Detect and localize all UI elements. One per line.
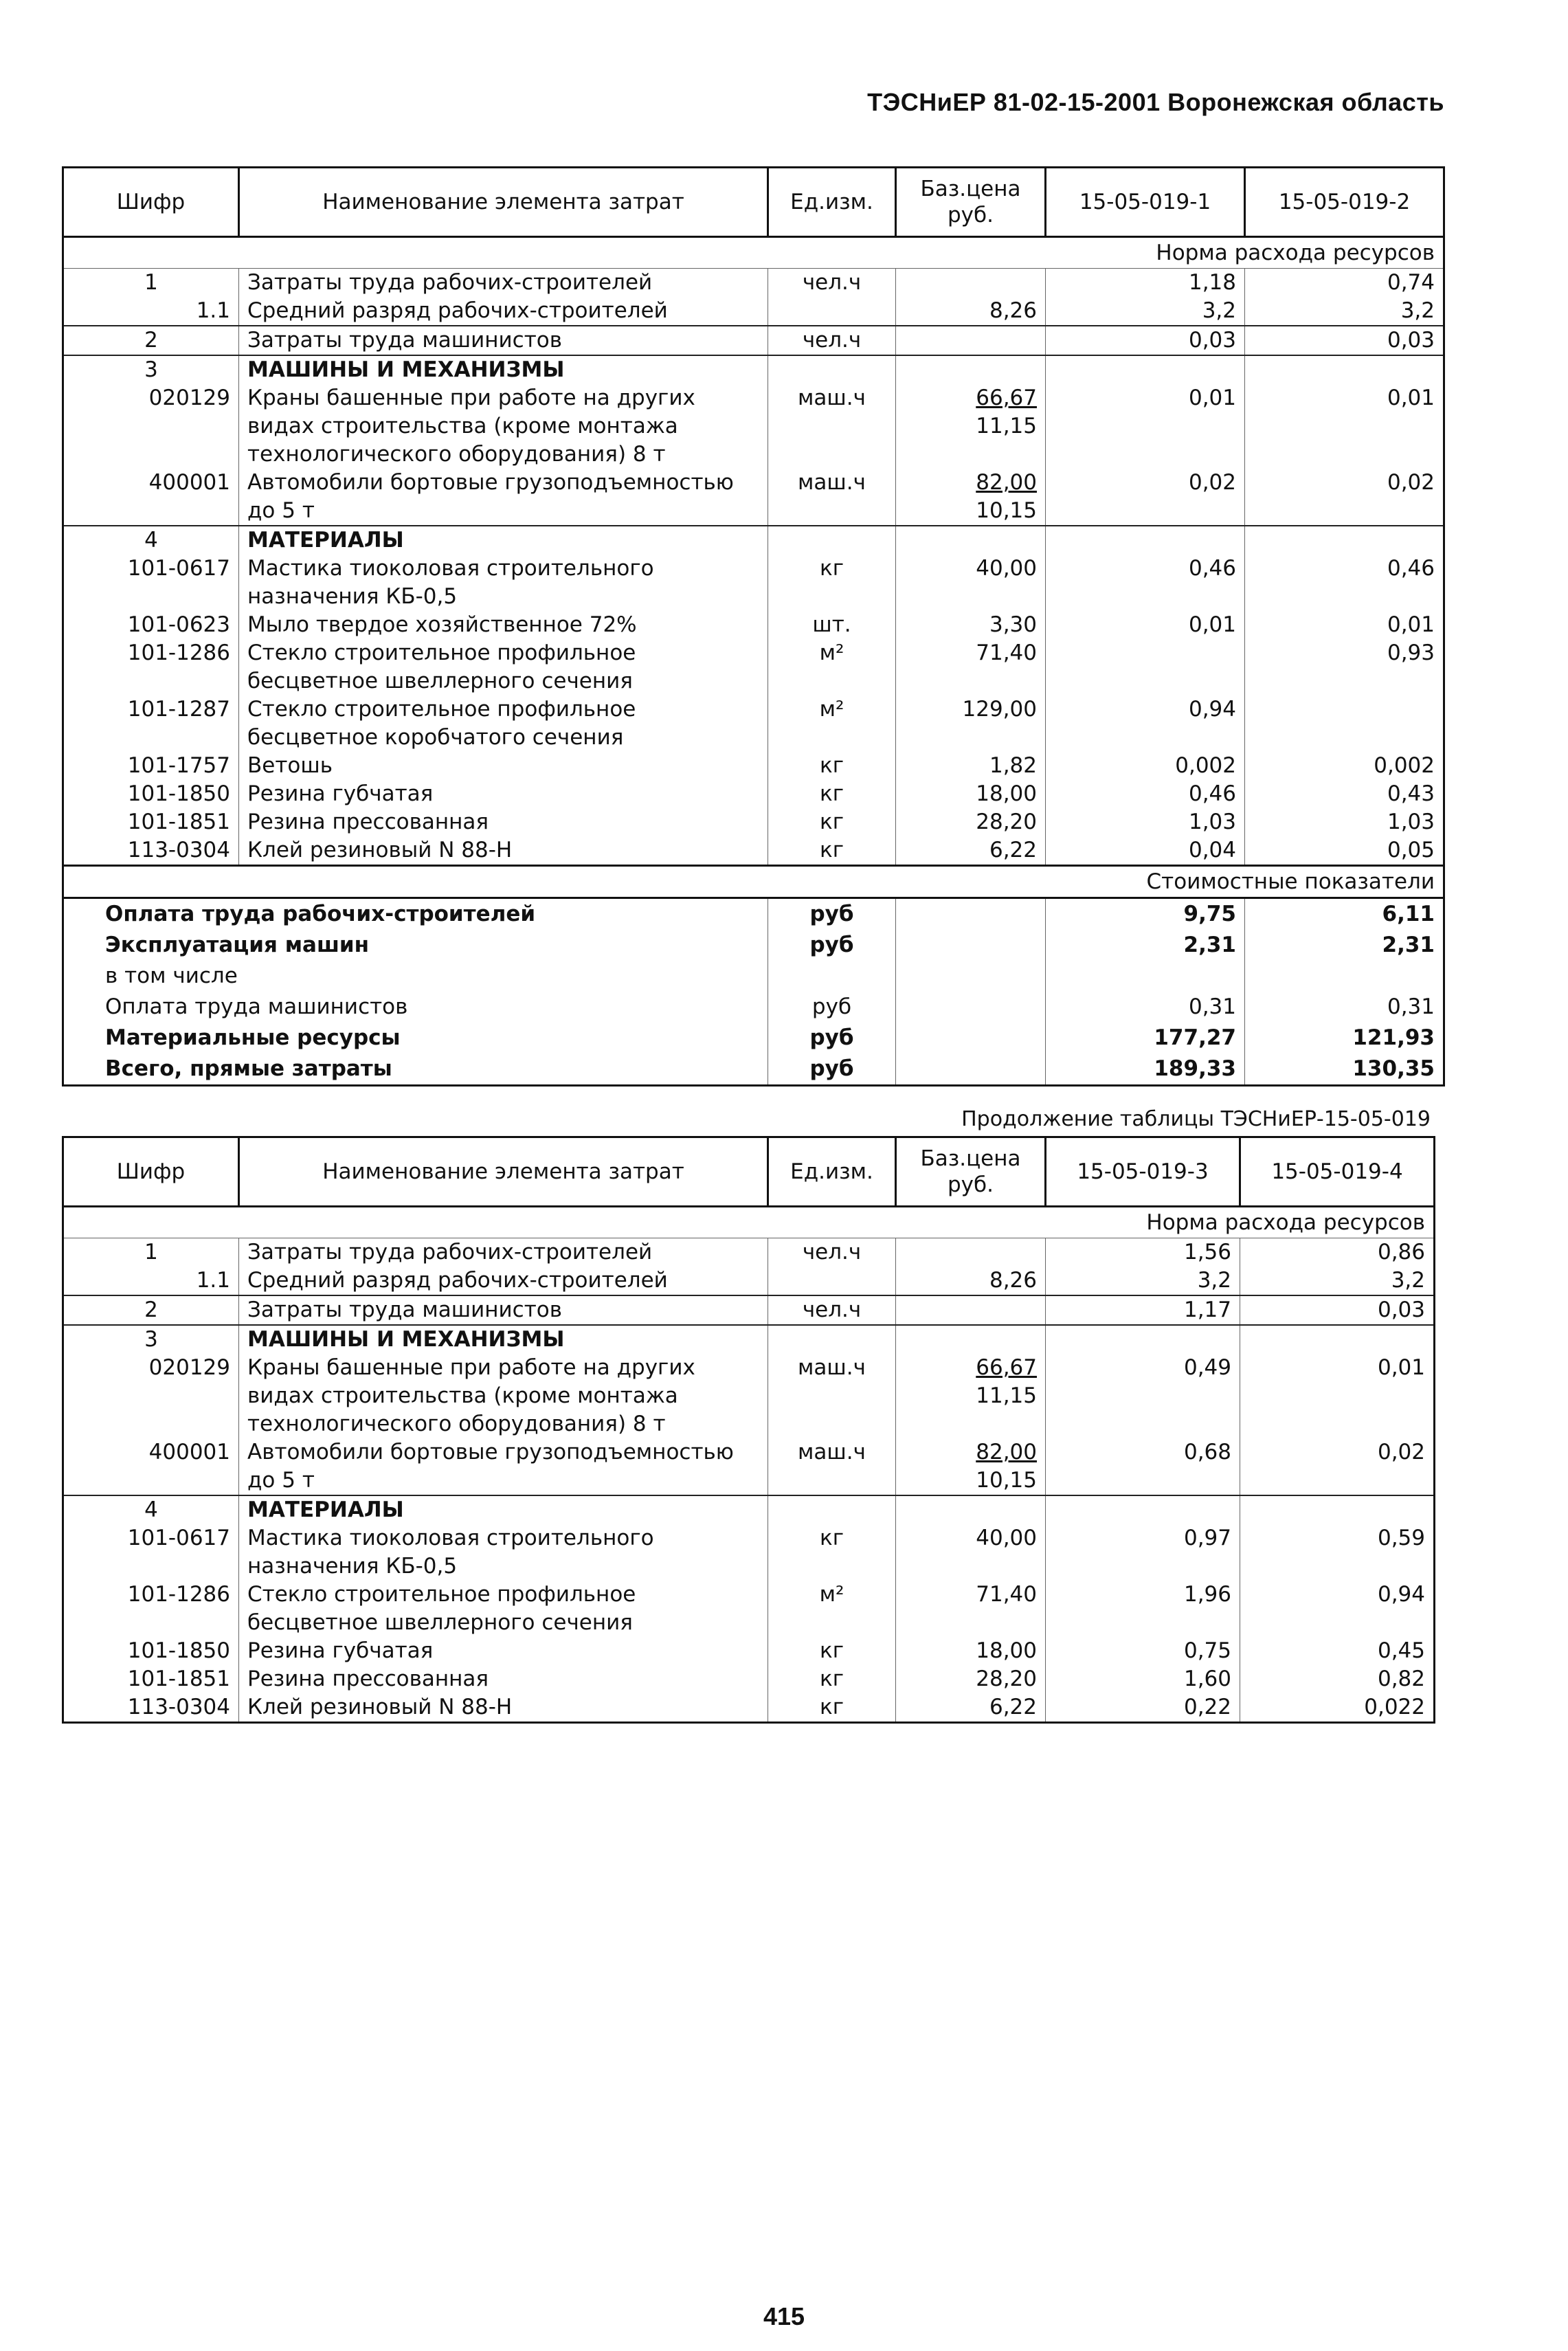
cost-value-b: 130,35 — [1245, 1054, 1444, 1086]
row-norm-b: 0,03 — [1245, 326, 1444, 355]
row-norm-a: 0,46 — [1046, 555, 1245, 611]
table-row — [63, 780, 1444, 808]
row-norm-a — [1046, 526, 1245, 555]
row-name: Средний разряд рабочих-строителей — [239, 1267, 768, 1295]
table-row — [63, 297, 1444, 326]
row-unit: кг — [768, 780, 896, 808]
row-code: 101-0617 — [63, 555, 239, 611]
row-norm-b — [1245, 695, 1444, 752]
table-row — [63, 1637, 1435, 1665]
row-price — [896, 526, 1046, 555]
row-name: Затраты труда машинистов — [239, 326, 768, 355]
row-code: 101-0617 — [63, 1524, 239, 1581]
row-norm-a: 3,2 — [1046, 1267, 1240, 1295]
row-code: 101-1850 — [63, 1637, 239, 1665]
table-row — [63, 1495, 1435, 1524]
norm-band-row — [63, 1207, 1435, 1238]
table-row — [63, 611, 1444, 639]
row-name: Стекло строительное профильное бесцветное швеллерного сечения — [239, 639, 768, 695]
row-norm-b: 0,01 — [1240, 1354, 1435, 1438]
table-row — [63, 555, 1444, 611]
row-price — [896, 808, 1046, 836]
row-unit: м² — [768, 695, 896, 752]
cost-unit: руб — [768, 1054, 896, 1086]
column-header-norm-3: 15-05-019-3 — [1046, 1137, 1240, 1207]
row-unit: чел.ч — [768, 269, 896, 298]
cost-band-label: Стоимостные показатели — [63, 866, 1444, 898]
table-row — [63, 1238, 1435, 1267]
row-norm-b: 0,05 — [1245, 836, 1444, 866]
row-price — [896, 269, 1046, 298]
table-row — [63, 1524, 1435, 1581]
row-price-value: 40,00 — [976, 556, 1037, 581]
cost-row — [63, 898, 1444, 931]
cost-row — [63, 930, 1444, 961]
column-header-unit: Ед.изм. — [768, 1137, 896, 1207]
row-price — [896, 695, 1046, 752]
row-norm-b: 0,01 — [1245, 384, 1444, 469]
row-name: Клей резиновый N 88-Н — [239, 1693, 768, 1723]
row-unit — [768, 355, 896, 384]
row-price-value: 82,00 — [976, 1440, 1037, 1464]
row-norm-b: 0,02 — [1245, 469, 1444, 526]
table-row — [63, 836, 1444, 866]
cost-value-b: 2,31 — [1245, 930, 1444, 961]
row-unit: шт. — [768, 611, 896, 639]
row-code: 101-1286 — [63, 1581, 239, 1637]
table-row — [63, 1354, 1435, 1438]
row-unit: кг — [768, 555, 896, 611]
column-header-norm-2: 15-05-019-2 — [1245, 168, 1444, 237]
row-code: 101-1757 — [63, 752, 239, 780]
row-norm-b: 0,59 — [1240, 1524, 1435, 1581]
row-code: 400001 — [63, 469, 239, 526]
row-code: 400001 — [63, 1438, 239, 1495]
row-name: Затраты труда рабочих-строителей — [239, 1238, 768, 1267]
cost-empty — [896, 1054, 1046, 1086]
cost-empty — [896, 898, 1046, 931]
row-price-value: 8,26 — [989, 1268, 1037, 1293]
table-row — [63, 695, 1444, 752]
row-price — [896, 297, 1046, 326]
row-price — [896, 1238, 1046, 1267]
row-price-value: 18,00 — [976, 781, 1037, 806]
row-norm-a: 0,002 — [1046, 752, 1245, 780]
row-name: Стекло строительное профильное бесцветное швеллерного сечения — [239, 1581, 768, 1637]
row-norm-b: 0,94 — [1240, 1581, 1435, 1637]
column-header-price: Баз.цена руб. — [896, 168, 1046, 237]
row-norm-b: 1,03 — [1245, 808, 1444, 836]
document-header: ТЭСНиЕР 81-02-15-2001 Воронежская область — [867, 88, 1444, 116]
row-norm-a: 1,60 — [1046, 1665, 1240, 1693]
row-norm-a: 0,01 — [1046, 384, 1245, 469]
row-price — [896, 752, 1046, 780]
row-norm-a: 0,68 — [1046, 1438, 1240, 1495]
row-code: 2 — [63, 326, 239, 355]
row-norm-b: 3,2 — [1245, 297, 1444, 326]
cost-label: Оплата труда машинистов — [63, 992, 768, 1023]
row-norm-a — [1046, 639, 1245, 695]
row-price — [896, 326, 1046, 355]
row-norm-a: 0,49 — [1046, 1354, 1240, 1438]
row-code: 101-1851 — [63, 1665, 239, 1693]
table-continuation-caption: Продолжение таблицы ТЭСНиЕР-15-05-019 — [961, 1107, 1431, 1131]
row-norm-b — [1245, 526, 1444, 555]
row-price-value: 6,22 — [989, 1695, 1037, 1719]
row-norm-a: 0,02 — [1046, 469, 1245, 526]
cost-unit: руб — [768, 1023, 896, 1054]
table-row — [63, 384, 1444, 469]
row-code: 101-1850 — [63, 780, 239, 808]
row-price — [896, 780, 1046, 808]
row-unit: маш.ч — [768, 1438, 896, 1495]
row-name: МАШИНЫ И МЕХАНИЗМЫ — [239, 355, 768, 384]
resource-table-1 — [62, 166, 1445, 1087]
table-row — [63, 1665, 1435, 1693]
row-name: Затраты труда рабочих-строителей — [239, 269, 768, 298]
row-norm-a: 1,03 — [1046, 808, 1245, 836]
row-norm-b: 3,2 — [1240, 1267, 1435, 1295]
table-row — [63, 1581, 1435, 1637]
row-price-value: 18,00 — [976, 1638, 1037, 1663]
row-price — [896, 1665, 1046, 1693]
cost-unit — [768, 961, 896, 992]
table-header-row — [63, 168, 1444, 237]
row-price — [896, 384, 1046, 469]
row-code: 2 — [63, 1295, 239, 1325]
row-price — [896, 355, 1046, 384]
cost-label: в том числе — [63, 961, 768, 992]
row-price-value: 6,22 — [989, 838, 1037, 862]
column-header-name: Наименование элемента затрат — [239, 1137, 768, 1207]
row-code: 4 — [63, 526, 239, 555]
row-norm-b: 0,74 — [1245, 269, 1444, 298]
table-row — [63, 752, 1444, 780]
table-row — [63, 1267, 1435, 1295]
row-norm-a: 3,2 — [1046, 297, 1245, 326]
table-row — [63, 1693, 1435, 1723]
row-name: Резина прессованная — [239, 1665, 768, 1693]
row-unit: кг — [768, 752, 896, 780]
column-header-code: Шифр — [63, 168, 239, 237]
row-code: 1 — [63, 1238, 239, 1267]
row-price-wage: 11,15 — [976, 1383, 1037, 1408]
row-unit: маш.ч — [768, 384, 896, 469]
row-name: Стекло строительное профильное бесцветное коробчатого сечения — [239, 695, 768, 752]
norm-band-label: Норма расхода ресурсов — [63, 237, 1444, 269]
row-price-value: 28,20 — [976, 1667, 1037, 1691]
row-name: Краны башенные при работе на других видах строительства (кроме монтажа технологического оборудования) 8 т — [239, 384, 768, 469]
row-norm-a: 0,22 — [1046, 1693, 1240, 1723]
row-name: МАТЕРИАЛЫ — [239, 1495, 768, 1524]
row-unit: маш.ч — [768, 1354, 896, 1438]
row-norm-a: 0,75 — [1046, 1637, 1240, 1665]
row-name: Резина прессованная — [239, 808, 768, 836]
row-norm-b: 0,86 — [1240, 1238, 1435, 1267]
row-unit — [768, 526, 896, 555]
column-header-price: Баз.цена руб. — [896, 1137, 1046, 1207]
row-code: 101-1286 — [63, 639, 239, 695]
row-unit — [768, 1325, 896, 1354]
table-row — [63, 326, 1444, 355]
row-price — [896, 1354, 1046, 1438]
row-norm-a: 1,17 — [1046, 1295, 1240, 1325]
row-norm-a — [1046, 355, 1245, 384]
row-unit: чел.ч — [768, 326, 896, 355]
row-norm-b: 0,45 — [1240, 1637, 1435, 1665]
table-row — [63, 526, 1444, 555]
cost-value-b — [1245, 961, 1444, 992]
row-price — [896, 1693, 1046, 1723]
row-norm-b: 0,022 — [1240, 1693, 1435, 1723]
row-norm-b: 0,82 — [1240, 1665, 1435, 1693]
cost-value-b: 121,93 — [1245, 1023, 1444, 1054]
column-header-name: Наименование элемента затрат — [239, 168, 768, 237]
cost-unit: руб — [768, 898, 896, 931]
cost-label: Материальные ресурсы — [63, 1023, 768, 1054]
row-price-value: 66,67 — [976, 386, 1037, 410]
row-norm-a: 1,96 — [1046, 1581, 1240, 1637]
row-unit: кг — [768, 1524, 896, 1581]
row-norm-b: 0,93 — [1245, 639, 1444, 695]
cost-label: Оплата труда рабочих-строителей — [63, 898, 768, 931]
row-name: Затраты труда машинистов — [239, 1295, 768, 1325]
row-norm-a: 1,18 — [1046, 269, 1245, 298]
row-unit: маш.ч — [768, 469, 896, 526]
table-row — [63, 269, 1444, 298]
row-price-value: 71,40 — [976, 1582, 1037, 1607]
row-unit: кг — [768, 1637, 896, 1665]
row-unit — [768, 1267, 896, 1295]
row-norm-a: 0,01 — [1046, 611, 1245, 639]
row-price-wage: 10,15 — [976, 1468, 1037, 1493]
row-code: 3 — [63, 1325, 239, 1354]
cost-empty — [896, 992, 1046, 1023]
cost-value-a — [1046, 961, 1245, 992]
row-price-wage: 11,15 — [976, 414, 1037, 438]
row-code: 101-1851 — [63, 808, 239, 836]
row-price — [896, 1524, 1046, 1581]
row-unit: кг — [768, 836, 896, 866]
row-price — [896, 1581, 1046, 1637]
row-price-value: 71,40 — [976, 640, 1037, 665]
cost-value-a: 0,31 — [1046, 992, 1245, 1023]
row-price-wage: 10,15 — [976, 498, 1037, 523]
row-name: Автомобили бортовые грузоподъемностью до 5 т — [239, 1438, 768, 1495]
row-price-value: 8,26 — [989, 298, 1037, 323]
row-price-value: 82,00 — [976, 470, 1037, 495]
column-header-norm-1: 15-05-019-1 — [1046, 168, 1245, 237]
cost-band-row — [63, 866, 1444, 898]
row-price-value: 40,00 — [976, 1526, 1037, 1550]
row-unit: м² — [768, 1581, 896, 1637]
row-norm-b — [1245, 355, 1444, 384]
row-unit — [768, 1495, 896, 1524]
row-norm-a: 1,56 — [1046, 1238, 1240, 1267]
row-price — [896, 1637, 1046, 1665]
row-code: 101-1287 — [63, 695, 239, 752]
row-norm-b: 0,46 — [1245, 555, 1444, 611]
row-price — [896, 1495, 1046, 1524]
row-name: Мыло твердое хозяйственное 72% — [239, 611, 768, 639]
row-price — [896, 1438, 1046, 1495]
row-norm-b — [1240, 1325, 1435, 1354]
table-row — [63, 808, 1444, 836]
row-name: МАТЕРИАЛЫ — [239, 526, 768, 555]
row-code: 113-0304 — [63, 1693, 239, 1723]
row-unit — [768, 297, 896, 326]
cost-value-b: 0,31 — [1245, 992, 1444, 1023]
row-code: 4 — [63, 1495, 239, 1524]
row-name: Клей резиновый N 88-Н — [239, 836, 768, 866]
row-price-value: 129,00 — [962, 697, 1037, 722]
row-unit: м² — [768, 639, 896, 695]
cost-label: Всего, прямые затраты — [63, 1054, 768, 1086]
row-code: 020129 — [63, 384, 239, 469]
row-name: Автомобили бортовые грузоподъемностью до 5 т — [239, 469, 768, 526]
row-norm-b: 0,02 — [1240, 1438, 1435, 1495]
norm-band-row — [63, 237, 1444, 269]
table-row — [63, 355, 1444, 384]
table-row — [63, 469, 1444, 526]
row-price — [896, 836, 1046, 866]
row-name: Ветошь — [239, 752, 768, 780]
row-price — [896, 1325, 1046, 1354]
table-row — [63, 1295, 1435, 1325]
row-norm-a: 0,97 — [1046, 1524, 1240, 1581]
column-header-norm-4: 15-05-019-4 — [1240, 1137, 1435, 1207]
row-unit: чел.ч — [768, 1238, 896, 1267]
row-price — [896, 555, 1046, 611]
row-name: МАШИНЫ И МЕХАНИЗМЫ — [239, 1325, 768, 1354]
cost-empty — [896, 930, 1046, 961]
cost-row — [63, 1023, 1444, 1054]
cost-value-a: 2,31 — [1046, 930, 1245, 961]
row-norm-a: 0,03 — [1046, 326, 1245, 355]
row-name: Резина губчатая — [239, 780, 768, 808]
table-row — [63, 639, 1444, 695]
table-row — [63, 1438, 1435, 1495]
row-code: 1.1 — [63, 1267, 239, 1295]
row-unit: кг — [768, 1693, 896, 1723]
cost-empty — [896, 1023, 1046, 1054]
row-unit: чел.ч — [768, 1295, 896, 1325]
table-row — [63, 1325, 1435, 1354]
row-code: 113-0304 — [63, 836, 239, 866]
cost-value-b: 6,11 — [1245, 898, 1444, 931]
row-code: 3 — [63, 355, 239, 384]
row-price — [896, 1295, 1046, 1325]
cost-value-a: 189,33 — [1046, 1054, 1245, 1086]
row-price — [896, 611, 1046, 639]
row-code: 101-0623 — [63, 611, 239, 639]
row-unit: кг — [768, 808, 896, 836]
row-name: Мастика тиоколовая строительного назначения КБ-0,5 — [239, 1524, 768, 1581]
row-norm-a: 0,04 — [1046, 836, 1245, 866]
row-name: Средний разряд рабочих-строителей — [239, 297, 768, 326]
cost-empty — [896, 961, 1046, 992]
row-norm-a: 0,94 — [1046, 695, 1245, 752]
row-norm-a — [1046, 1495, 1240, 1524]
cost-row — [63, 961, 1444, 992]
cost-unit: руб — [768, 992, 896, 1023]
row-norm-b: 0,43 — [1245, 780, 1444, 808]
row-name: Краны башенные при работе на других видах строительства (кроме монтажа технологического оборудования) 8 т — [239, 1354, 768, 1438]
cost-value-a: 177,27 — [1046, 1023, 1245, 1054]
row-code: 1 — [63, 269, 239, 298]
row-norm-b: 0,03 — [1240, 1295, 1435, 1325]
cost-unit: руб — [768, 930, 896, 961]
row-code: 020129 — [63, 1354, 239, 1438]
resource-table-2 — [62, 1136, 1435, 1724]
row-norm-b: 0,002 — [1245, 752, 1444, 780]
row-name: Мастика тиоколовая строительного назначения КБ-0,5 — [239, 555, 768, 611]
cost-row — [63, 1054, 1444, 1086]
row-price — [896, 469, 1046, 526]
row-price — [896, 1267, 1046, 1295]
column-header-code: Шифр — [63, 1137, 239, 1207]
column-header-unit: Ед.изм. — [768, 168, 896, 237]
row-norm-b — [1240, 1495, 1435, 1524]
norm-band-label: Норма расхода ресурсов — [63, 1207, 1435, 1238]
page-number: 415 — [763, 2302, 805, 2330]
row-price — [896, 639, 1046, 695]
cost-value-a: 9,75 — [1046, 898, 1245, 931]
table-header-row — [63, 1137, 1435, 1207]
cost-label: Эксплуатация машин — [63, 930, 768, 961]
row-norm-a: 0,46 — [1046, 780, 1245, 808]
row-norm-b: 0,01 — [1245, 611, 1444, 639]
row-unit: кг — [768, 1665, 896, 1693]
row-norm-a — [1046, 1325, 1240, 1354]
row-price-value: 28,20 — [976, 810, 1037, 834]
row-name: Резина губчатая — [239, 1637, 768, 1665]
row-code: 1.1 — [63, 297, 239, 326]
cost-row — [63, 992, 1444, 1023]
row-price-value: 3,30 — [989, 612, 1037, 637]
row-price-value: 1,82 — [989, 753, 1037, 778]
row-price-value: 66,67 — [976, 1355, 1037, 1380]
